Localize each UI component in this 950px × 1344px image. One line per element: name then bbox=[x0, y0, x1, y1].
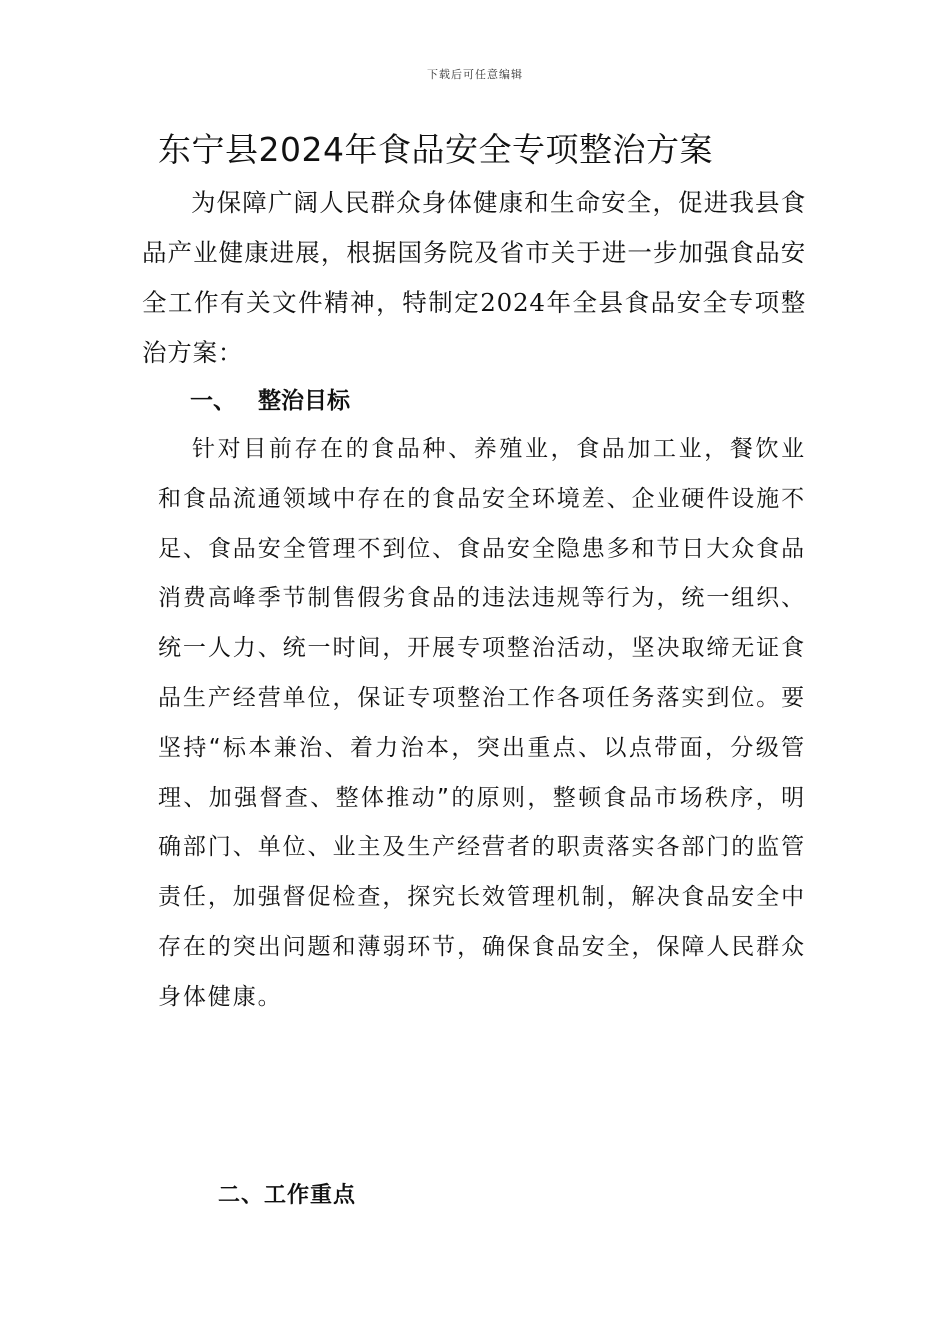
section-title: 整治目标 bbox=[258, 388, 350, 414]
section-number: 一、 bbox=[190, 388, 236, 414]
section-heading-1 bbox=[190, 382, 350, 415]
section-heading-2: 二、工作重点 bbox=[218, 1183, 357, 1208]
header-note: 下载后可任意编辑 bbox=[427, 68, 523, 81]
document-title: 东宁县2024年食品安全专项整治方案 bbox=[158, 130, 713, 169]
intro-paragraph: 为保障广阔人民群众身体健康和生命安全，促进我县食品产业健康进展，根据国务院及省市关于进一步加强食品安全工作有关文件精神，特制定2024年全县食品安全专项整治方案： bbox=[142, 188, 806, 367]
section-1-paragraph: 针对目前存在的食品种、养殖业，食品加工业，餐饮业和食品流通领域中存在的食品安全环境差、企业硬件设施不足、食品安全管理不到位、食品安全隐患多和节日大众食品消费高峰季节制售假劣食品的违法违规等行为，统一组织、统一人力、统一时间，开展专项整治活动，坚决取缔无证食品生产经营单位，保证专项整治工作各项任务落实到位。要坚持“标本兼治、着力治本，突出重点、以点带面，分级管理、加强督查、整体推动”的原则，整顿食品市场秩序，明确部门、单位、业主及生产经营者的职责落实各部门的监管责任，加强督促检查，探究长效管理机制，解决食品安全中存在的突出问题和薄弱环节，确保食品安全，保障人民群众身体健康。 bbox=[158, 436, 806, 1010]
